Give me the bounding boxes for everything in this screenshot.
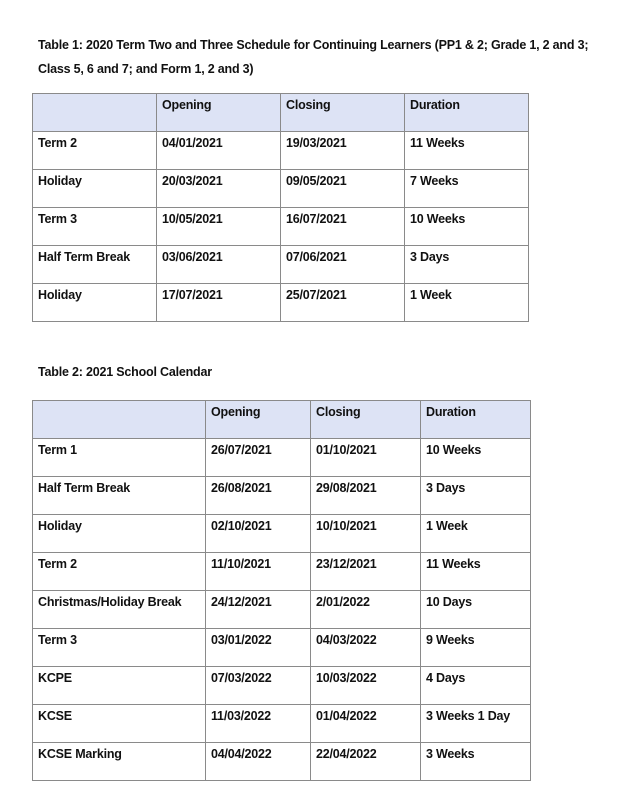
closing-cell: 10/10/2021 [311,515,421,553]
opening-cell: 04/04/2022 [206,743,311,781]
duration-cell: 11 Weeks [405,132,529,170]
column-header-duration: Duration [405,94,529,132]
column-header-closing: Closing [311,401,421,439]
period-cell: Half Term Break [33,246,157,284]
duration-cell: 3 Days [421,477,531,515]
period-cell: KCPE [33,667,206,705]
closing-cell: 16/07/2021 [281,208,405,246]
duration-cell: 1 Week [421,515,531,553]
closing-cell: 23/12/2021 [311,553,421,591]
period-cell: KCSE Marking [33,743,206,781]
table-row [33,591,531,629]
opening-cell: 03/01/2022 [206,629,311,667]
table-row [33,667,531,705]
table-row [33,284,529,322]
header-row [33,94,529,132]
opening-cell: 11/03/2022 [206,705,311,743]
column-header-closing: Closing [281,94,405,132]
table-row [33,170,529,208]
duration-cell: 10 Days [421,591,531,629]
closing-cell: 29/08/2021 [311,477,421,515]
table2-school-calendar [32,400,531,781]
period-cell: KCSE [33,705,206,743]
duration-cell: 3 Weeks [421,743,531,781]
period-cell: Term 3 [33,208,157,246]
table-row [33,477,531,515]
duration-cell: 3 Weeks 1 Day [421,705,531,743]
table1-body [33,132,529,322]
closing-cell: 19/03/2021 [281,132,405,170]
table-row [33,743,531,781]
period-cell: Term 2 [33,553,206,591]
table2-body [33,439,531,781]
opening-cell: 20/03/2021 [157,170,281,208]
period-cell: Christmas/Holiday Break [33,591,206,629]
duration-cell: 3 Days [405,246,529,284]
column-header-opening: Opening [157,94,281,132]
period-cell: Holiday [33,284,157,322]
column-header-period [33,94,157,132]
duration-cell: 10 Weeks [421,439,531,477]
table-row [33,629,531,667]
column-header-period [33,401,206,439]
opening-cell: 26/08/2021 [206,477,311,515]
period-cell: Term 2 [33,132,157,170]
opening-cell: 04/01/2021 [157,132,281,170]
table2-caption: Table 2: 2021 School Calendar [38,365,212,379]
opening-cell: 11/10/2021 [206,553,311,591]
table-row [33,246,529,284]
opening-cell: 02/10/2021 [206,515,311,553]
table2-header [33,401,531,439]
table-row [33,515,531,553]
closing-cell: 2/01/2022 [311,591,421,629]
period-cell: Holiday [33,515,206,553]
table1-caption: Table 1: 2020 Term Two and Three Schedule for Continuing Learners (PP1 & 2; Grade 1, 2 and 3; Class 5, 6 and 7; and Form 1, 2 and 3) [38,38,589,76]
table-row [33,553,531,591]
table-row [33,705,531,743]
closing-cell: 07/06/2021 [281,246,405,284]
duration-cell: 7 Weeks [405,170,529,208]
duration-cell: 1 Week [405,284,529,322]
closing-cell: 09/05/2021 [281,170,405,208]
closing-cell: 01/04/2022 [311,705,421,743]
duration-cell: 10 Weeks [405,208,529,246]
closing-cell: 04/03/2022 [311,629,421,667]
table-row [33,439,531,477]
period-cell: Half Term Break [33,477,206,515]
duration-cell: 4 Days [421,667,531,705]
table-row [33,132,529,170]
header-row [33,401,531,439]
table1-term-schedule [32,93,529,322]
period-cell: Holiday [33,170,157,208]
opening-cell: 24/12/2021 [206,591,311,629]
column-header-duration: Duration [421,401,531,439]
duration-cell: 11 Weeks [421,553,531,591]
opening-cell: 26/07/2021 [206,439,311,477]
duration-cell: 9 Weeks [421,629,531,667]
closing-cell: 25/07/2021 [281,284,405,322]
period-cell: Term 3 [33,629,206,667]
opening-cell: 07/03/2022 [206,667,311,705]
table1-header [33,94,529,132]
opening-cell: 03/06/2021 [157,246,281,284]
table-row [33,208,529,246]
closing-cell: 01/10/2021 [311,439,421,477]
opening-cell: 10/05/2021 [157,208,281,246]
period-cell: Term 1 [33,439,206,477]
column-header-opening: Opening [206,401,311,439]
closing-cell: 10/03/2022 [311,667,421,705]
opening-cell: 17/07/2021 [157,284,281,322]
closing-cell: 22/04/2022 [311,743,421,781]
